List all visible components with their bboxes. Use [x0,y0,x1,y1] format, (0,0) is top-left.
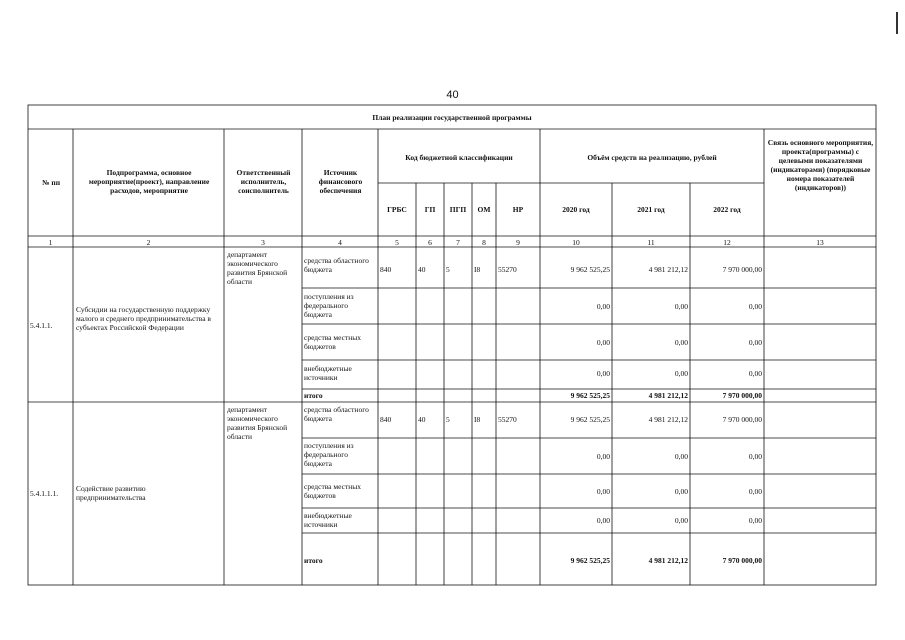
block-name: Субсидии на государственную поддержку малого и среднего предпринимательства в субъектах Российской Федерации [76,305,211,332]
source-cell: средства местных бюджетов [304,482,362,500]
block-name: Содействие развитию предпринимательства [76,484,146,502]
source-cell: средства областного бюджета [304,256,369,274]
value-2020: 0,00 [596,369,610,378]
value-2022: 0,00 [748,302,762,311]
code-om: I8 [474,415,481,424]
header-np: НР [512,205,524,214]
source-cell: поступления из федерального бюджета [304,292,354,319]
col-number: 10 [572,238,580,247]
col-number: 1 [48,238,53,247]
block-responsible: департамент экономического развития Брянской области [227,405,288,441]
code-pgp: 5 [446,415,450,424]
header-om: ОМ [477,205,491,214]
col-number: 2 [146,238,151,247]
header-source: Источник финансового обеспечения [318,168,363,195]
col-number: 13 [816,238,824,247]
value-2022: 0,00 [748,487,762,496]
col-number: 5 [395,238,399,247]
value-2021: 4 981 212,12 [648,415,688,424]
block-num: 5.4.1.1. [30,321,53,330]
source-cell: средства местных бюджетов [304,333,362,351]
value-2021: 4 981 212,12 [648,265,688,274]
total-2020: 9 962 525,25 [570,391,610,400]
header-volume: Объём средств на реализацию, рублей [587,153,717,162]
header-2022: 2022 год [713,205,741,214]
code-grbs: 840 [380,265,392,274]
value-2021: 0,00 [674,302,688,311]
code-gp: 40 [418,415,426,424]
value-2021: 0,00 [674,369,688,378]
value-2020: 0,00 [596,487,610,496]
value-2021: 0,00 [674,487,688,496]
total-2022: 7 970 000,00 [722,556,762,565]
header-grbs: ГРБС [387,205,407,214]
value-2022: 7 970 000,00 [722,265,762,274]
value-2022: 0,00 [748,516,762,525]
source-cell: внебюджетные источники [304,511,352,529]
header-subprogram: Подпрограмма, основное мероприятие(проект), направление расходов, мероприятие [88,168,210,195]
value-2021: 0,00 [674,452,688,461]
source-cell: внебюджетные источники [304,364,352,382]
code-np: 55270 [498,415,517,424]
value-2021: 0,00 [674,516,688,525]
value-2020: 9 962 525,25 [570,265,610,274]
value-2022: 0,00 [748,452,762,461]
col-number: 9 [516,238,520,247]
header-2021: 2021 год [637,205,665,214]
header-pgp: ПГП [449,205,467,214]
block-num: 5.4.1.1.1. [30,489,59,498]
source-total: итого [304,556,323,565]
total-2021: 4 981 212,12 [648,556,688,565]
code-om: I8 [474,265,481,274]
source-cell: средства областного бюджета [304,405,369,423]
page-number: 40 [446,89,459,101]
code-pgp: 5 [446,265,450,274]
total-2022: 7 970 000,00 [722,391,762,400]
header-num: № пп [41,178,61,187]
header-budget-code: Код бюджетной классификации [405,153,513,162]
col-number: 12 [723,238,731,247]
block-responsible: департамент экономического развития Брянской области [227,250,288,286]
code-grbs: 840 [380,415,392,424]
col-number: 6 [428,238,432,247]
value-2022: 0,00 [748,338,762,347]
col-number: 7 [456,238,460,247]
col-number: 8 [482,238,486,247]
header-2020: 2020 год [562,205,590,214]
code-np: 55270 [498,265,517,274]
col-number: 3 [261,238,265,247]
value-2020: 0,00 [596,452,610,461]
source-total: итого [304,391,323,400]
value-2021: 0,00 [674,338,688,347]
value-2022: 0,00 [748,369,762,378]
value-2020: 0,00 [596,516,610,525]
source-cell: поступления из федерального бюджета [304,441,354,468]
code-gp: 40 [418,265,426,274]
col-number: 4 [338,238,342,247]
value-2020: 0,00 [596,338,610,347]
total-2021: 4 981 212,12 [648,391,688,400]
value-2020: 9 962 525,25 [570,415,610,424]
total-2020: 9 962 525,25 [570,556,610,565]
col-number: 11 [647,238,655,247]
table-title: План реализации государственной программы [372,113,532,122]
header-responsible: Ответственный исполнитель, соисполнитель [236,168,291,195]
value-2022: 7 970 000,00 [722,415,762,424]
header-gp: ГП [424,205,436,214]
header-indicators-link: Связь основного мероприятия, проекта(программы) с целевыми показателями (индикаторами) (порядковые номера показателей (индикаторов)) [767,138,874,192]
value-2020: 0,00 [596,302,610,311]
